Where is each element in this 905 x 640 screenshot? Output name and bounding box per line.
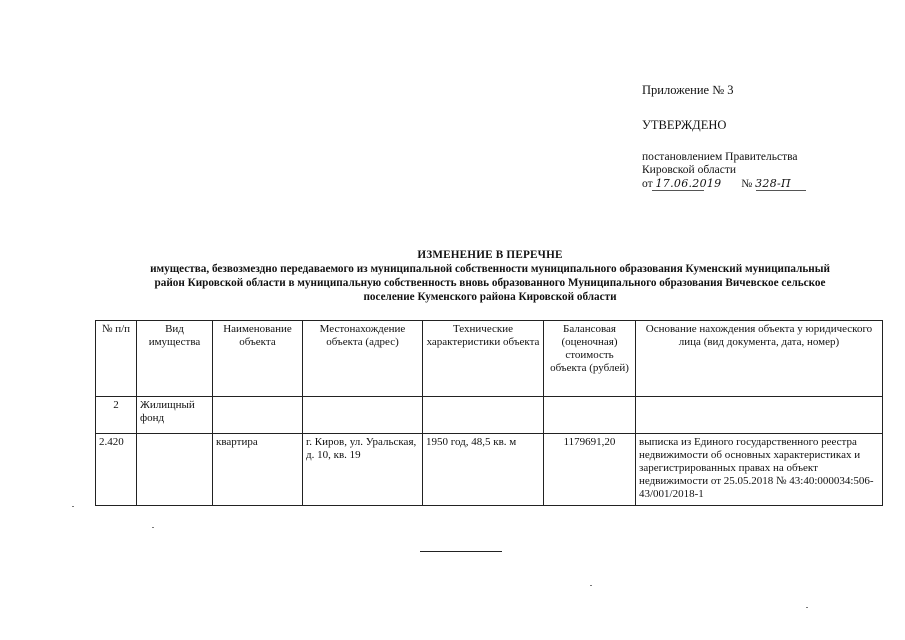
table-row-group	[96, 397, 883, 434]
approval-date-line	[642, 177, 822, 191]
table-row-item	[96, 434, 883, 506]
group-empty-cell	[423, 397, 544, 434]
item-characteristics: 1950 год, 48,5 кв. м	[423, 434, 544, 506]
approval-line-2: Кировской области	[642, 164, 737, 176]
item-number: 2.420	[96, 434, 137, 506]
header-characteristics: Технические характеристики объекта	[423, 321, 544, 397]
approved-heading: УТВЕРЖДЕНО	[642, 118, 727, 132]
group-empty-cell	[636, 397, 883, 434]
approval-line-1: постановлением Правительства	[642, 151, 798, 163]
header-address: Местонахождение объекта (адрес)	[303, 321, 423, 397]
handwritten-date: 17.06.2019	[655, 177, 722, 190]
header-kind: Вид имущества	[137, 321, 213, 397]
group-kind: Жилищный фонд	[137, 397, 213, 434]
item-address: г. Киров, ул. Уральская, д. 10, кв. 19	[303, 434, 423, 506]
scan-speck	[72, 506, 74, 507]
date-prefix: от	[642, 178, 653, 190]
title-main: ИЗМЕНЕНИЕ В ПЕРЕЧНЕ	[417, 249, 563, 261]
header-value: Балансовая (оценочная) стоимость объекта (рублей)	[544, 321, 636, 397]
handwritten-number: 328-П	[755, 177, 791, 190]
scan-speck	[806, 607, 808, 608]
number-prefix: №	[741, 178, 753, 190]
scan-speck	[152, 527, 154, 528]
title-subtitle: имущества, безвозмездно передаваемого из муниципальной собственности муниципального образования Куменский муниципальный район Кировской области в муниципальную собственность вновь образованного Муниципального образования Вичевское сельское поселение Куменского района Кировской области	[150, 263, 830, 303]
table-header-row	[96, 321, 883, 397]
group-empty-cell	[303, 397, 423, 434]
group-empty-cell	[544, 397, 636, 434]
scan-speck	[590, 585, 592, 586]
header-name: Наименование объекта	[213, 321, 303, 397]
appendix-label: Приложение № 3	[642, 83, 734, 97]
header-number: № п/п	[96, 321, 137, 397]
item-kind	[137, 434, 213, 506]
header-basis: Основание нахождения объекта у юридического лица (вид документа, дата, номер)	[636, 321, 883, 397]
group-number: 2	[96, 397, 137, 434]
item-name: квартира	[213, 434, 303, 506]
group-empty-cell	[213, 397, 303, 434]
number-underline	[756, 190, 806, 191]
item-value: 1179691,20	[544, 434, 636, 506]
document-title	[95, 248, 885, 304]
date-underline	[652, 190, 704, 191]
property-table	[95, 320, 883, 506]
item-basis: выписка из Единого государственного реестра недвижимости об основных характеристиках и зарегистрированных правах на объект недвижимости от 25.05.2018 № 43:40:000034:506-43/001/2018-1	[636, 434, 883, 506]
end-of-document-rule	[420, 551, 502, 552]
